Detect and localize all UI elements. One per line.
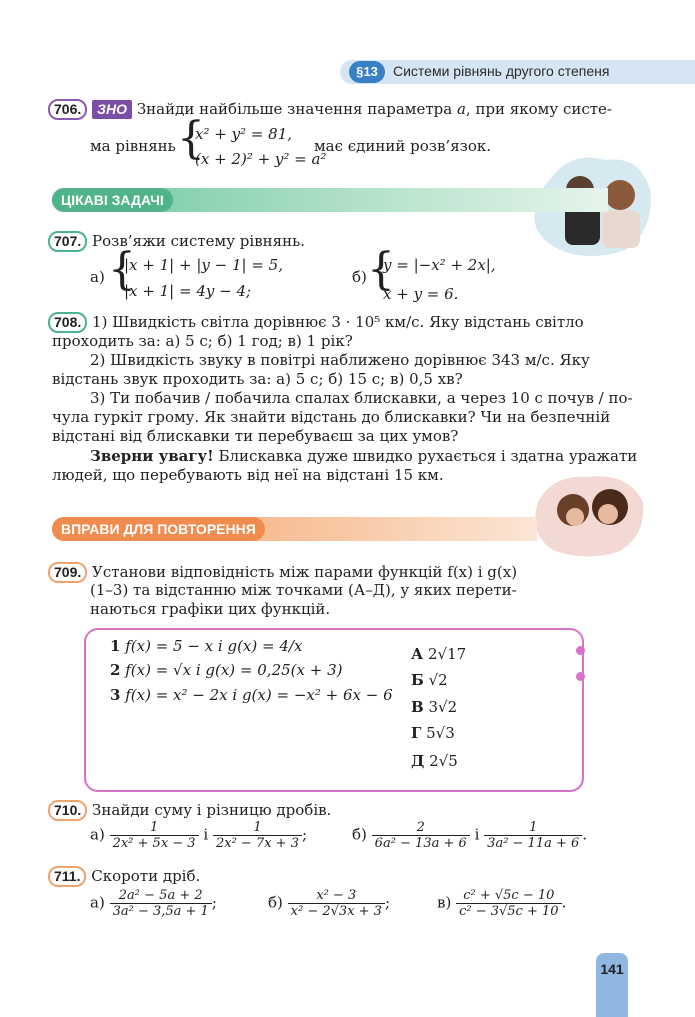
numerator: 1: [213, 820, 302, 836]
numerator: x² − 3: [288, 888, 385, 904]
fraction: [110, 820, 199, 851]
answer-d: [411, 724, 455, 742]
punct: ;: [301, 825, 308, 844]
system-brace: {: [177, 113, 205, 164]
label: б): [352, 825, 367, 844]
label: а): [90, 893, 105, 912]
answer-letter: В: [411, 698, 424, 716]
and: і: [474, 825, 480, 844]
text: Скороти дріб.: [91, 867, 201, 885]
problem-710-line1: [48, 800, 331, 821]
problem-711-line1: [48, 866, 200, 887]
text-line: чула гуркіт грому. Як знайти відстань до блискавки? Чи на безпечній: [52, 408, 611, 426]
label: а): [90, 268, 105, 286]
denominator: 2x² + 5x − 3: [112, 836, 196, 851]
band-label: ВПРАВИ ДЛЯ ПОВТОРЕННЯ: [52, 517, 265, 541]
answer-value: 3√2: [428, 698, 458, 716]
punct: ;: [384, 893, 391, 912]
punct: .: [561, 893, 567, 912]
girls-photo: [528, 472, 646, 558]
text: має єдиний розв’язок.: [314, 137, 492, 155]
numerator: c² + √5c − 10: [456, 888, 561, 904]
denominator: 3a² − 11a + 6: [487, 836, 580, 851]
problem-number: 710.: [48, 800, 87, 821]
answer-letter: Б: [411, 671, 424, 689]
label: б): [352, 268, 367, 286]
item-text: f(x) = x² − 2x і g(x) = −x² + 6x − 6: [125, 686, 393, 704]
fraction: [288, 888, 385, 919]
and: і: [203, 825, 209, 844]
text: , при якому систе-: [465, 100, 612, 118]
text: 1) Швидкість світла дорівнює 3 · 10⁵ км/с. Яку відстань світло: [92, 313, 584, 331]
numerator: 2: [372, 820, 470, 836]
answer-value: √2: [428, 671, 448, 689]
item-number: 2: [110, 661, 121, 679]
system-brace: {: [108, 244, 136, 295]
text: Установи відповідність між парами функцій f(x) і g(x): [92, 563, 518, 581]
answer-letter: Д: [411, 752, 425, 770]
matching-item-1: [110, 637, 302, 655]
answer-letter: А: [411, 645, 424, 663]
label: б): [268, 893, 283, 912]
equation: y = |−x² + 2x|,: [383, 256, 496, 274]
equation: x² + y² = 81,: [195, 125, 293, 143]
problem-706-line2: ма рівнянь: [90, 137, 176, 155]
band-label: ЦІКАВІ ЗАДАЧІ: [52, 188, 173, 212]
matching-item-3: [110, 686, 393, 704]
answer-c: [411, 698, 457, 716]
problem-711-b: [268, 888, 390, 919]
problem-710-fractions: [90, 820, 307, 851]
problem-708-line1: [48, 312, 584, 333]
problem-number: 709.: [48, 562, 87, 583]
text-line: 3) Ти побачив / побачила спалах блискавки, а через 10 с почув / по-: [90, 389, 633, 407]
label: в): [437, 893, 452, 912]
denominator: 2x² − 7x + 3: [215, 836, 299, 851]
emphasis: Зверни увагу!: [90, 447, 214, 465]
text-line: (1–3) та відстанню між точками (А–Д), у яких перети-: [90, 581, 517, 599]
parameter: a: [456, 100, 466, 118]
text-line: відстані від блискавки ти перебуваєш за цих умов?: [52, 427, 459, 445]
problem-number: 706.: [48, 99, 87, 120]
item-text: f(x) = 5 − x і g(x) = 4/x: [125, 637, 303, 655]
label: а): [90, 825, 105, 844]
answer-value: 2√5: [429, 752, 458, 770]
page-number-tab: [596, 953, 628, 1017]
fraction: [213, 820, 302, 851]
problem-711-c: [437, 888, 566, 919]
answer-b: [411, 671, 448, 689]
denominator: 6a² − 13a + 6: [374, 836, 467, 851]
text: Знайди найбільше значення параметра: [136, 100, 453, 118]
page-number: 141: [600, 961, 624, 977]
matching-item-2: [110, 661, 342, 679]
answer-a: [411, 645, 466, 663]
student-head: [605, 180, 635, 210]
problem-707-line1: [48, 231, 305, 252]
text-line: проходить за: а) 5 с; б) 1 год; в) 1 рік?: [52, 332, 353, 350]
answer-value: 5√3: [426, 724, 455, 742]
item-number: 1: [110, 637, 121, 655]
denominator: x² − 2√3x + 3: [290, 904, 382, 919]
problem-706-line1: [48, 99, 612, 120]
problem-number: 711.: [48, 866, 86, 887]
answer-value: 2√17: [428, 645, 467, 663]
numerator: 2a² − 5a + 2: [110, 888, 212, 904]
text-line: 2) Швидкість звуку в повітрі наближено дорівнює 343 м/с. Яку: [90, 351, 590, 369]
text-line: відстань звук проходить за: а) 5 с; б) 15 с; в) 0,5 хв?: [52, 370, 463, 388]
text-line: людей, що перебувають від неї на відстані 15 км.: [52, 466, 444, 484]
problem-number: 707.: [48, 231, 87, 252]
denominator: 3a² − 3,5a + 1: [112, 904, 209, 919]
numerator: 1: [110, 820, 199, 836]
text-line: наються графіки цих функцій.: [90, 600, 331, 618]
text-line: [90, 447, 637, 465]
problem-number: 708.: [48, 312, 87, 333]
problem-709-line1: [48, 562, 517, 583]
girl-face: [598, 504, 618, 524]
numerator: 1: [484, 820, 582, 836]
item-number: 3: [110, 686, 121, 704]
text: Знайди суму і різницю дробів.: [92, 801, 332, 819]
problem-711-a: [90, 888, 217, 919]
item-text: f(x) = √x і g(x) = 0,25(x + 3): [125, 661, 343, 679]
punct: ;: [211, 893, 217, 912]
equation: (x + 2)² + y² = a²: [195, 150, 327, 168]
problem-710-fractions-b: [352, 820, 587, 851]
section-title: Системи рівнянь другого степеня: [393, 63, 610, 79]
fraction: [456, 888, 561, 919]
zno-badge: ЗНО: [92, 100, 132, 119]
fraction: [110, 888, 212, 919]
text: Розв’яжи систему рівнянь.: [92, 232, 306, 250]
fraction: [372, 820, 470, 851]
box-dot: [576, 672, 585, 681]
section-number-badge: §13: [349, 61, 385, 83]
student-body: [602, 210, 640, 248]
punct: .: [582, 825, 588, 844]
girl-face: [566, 508, 584, 526]
equation: x + y = 6.: [383, 285, 459, 303]
system-brace: {: [367, 244, 395, 295]
text: Блискавка дуже швидко рухається і здатна уражати: [213, 447, 638, 465]
denominator: c² − 3√5c + 10: [459, 904, 559, 919]
box-dot: [576, 646, 585, 655]
equation: |x + 1| = 4y − 4;: [124, 282, 252, 300]
answer-letter: Г: [411, 724, 422, 742]
equation: |x + 1| + |y − 1| = 5,: [124, 256, 283, 274]
answer-e: [411, 752, 458, 770]
fraction: [484, 820, 582, 851]
